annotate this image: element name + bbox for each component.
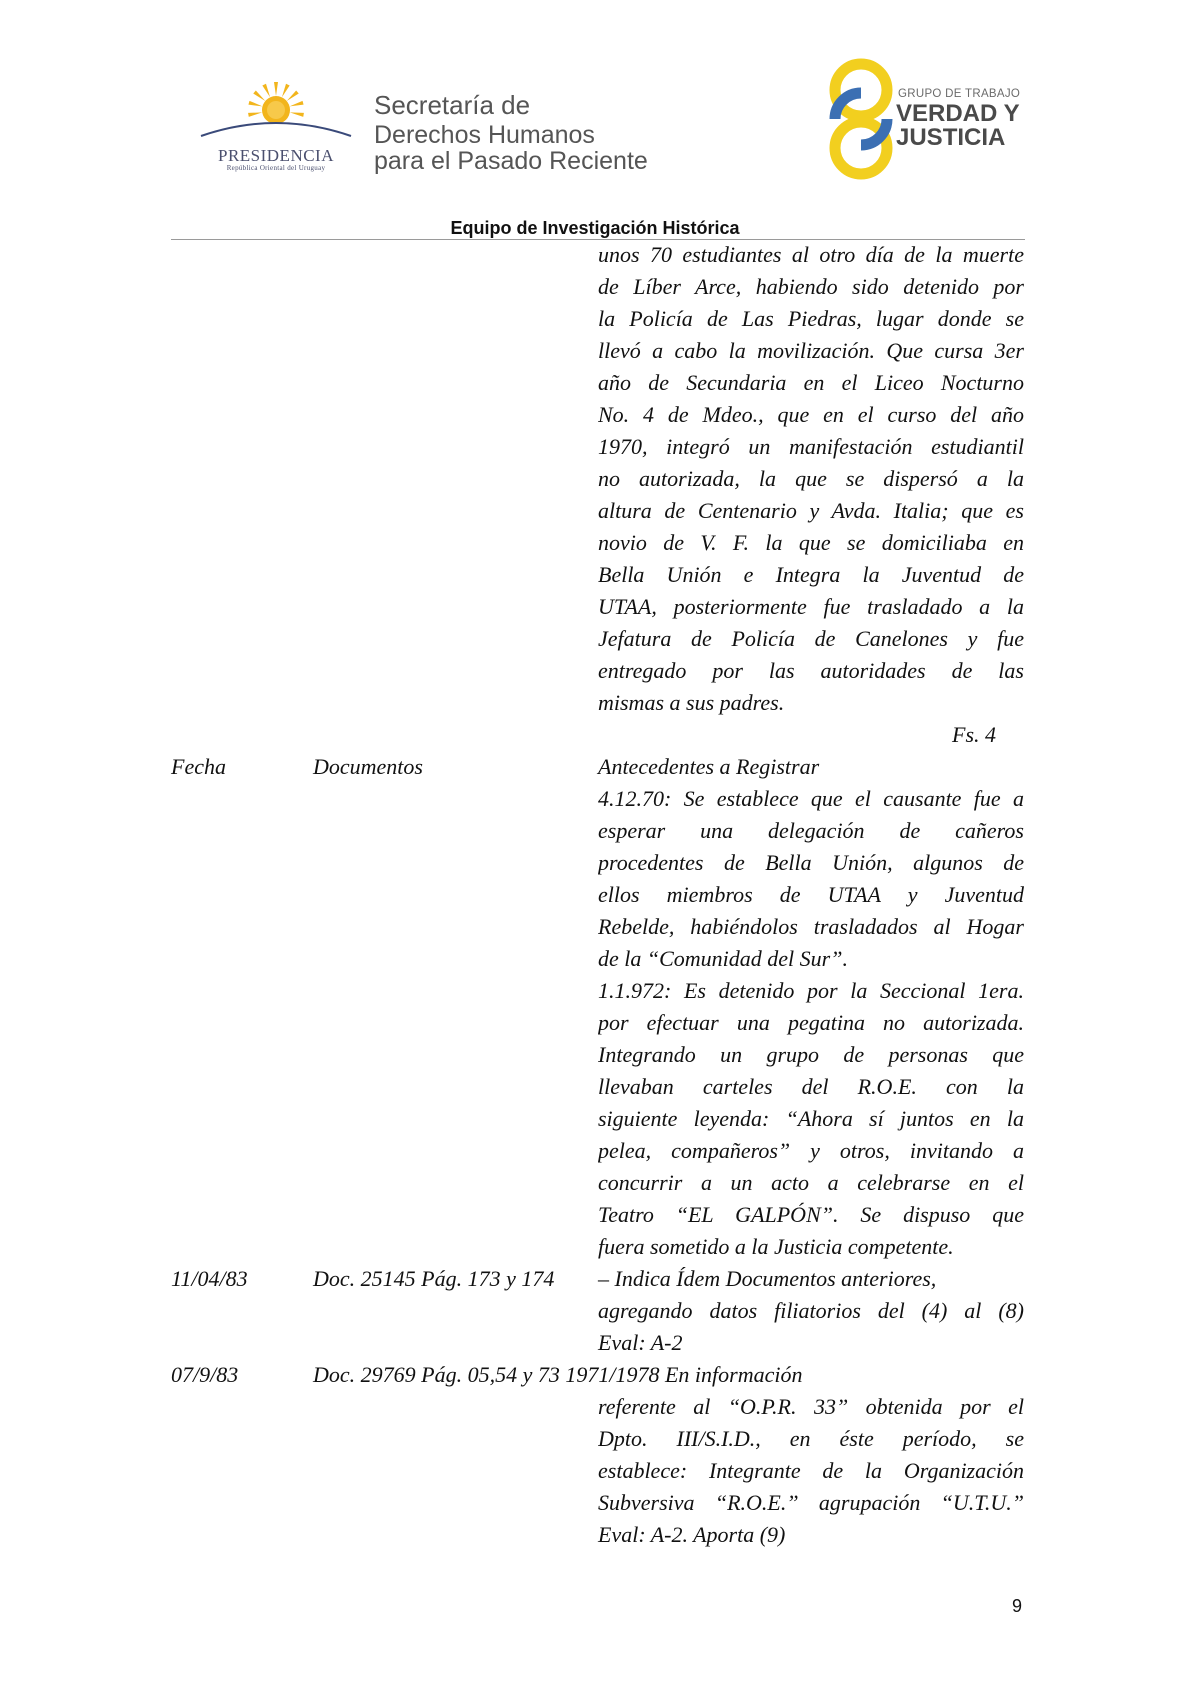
text-line: Eval: A-2. Aporta (9) bbox=[598, 1522, 786, 1547]
text-line: año de Secundaria en el Liceo Nocturno bbox=[598, 370, 1024, 395]
antecedentes-paragraph bbox=[598, 783, 1024, 1263]
text-line: concurrir a un acto a celebrarse en el bbox=[598, 1170, 1024, 1195]
grupo-trabajo-label: GRUPO DE TRABAJO bbox=[898, 88, 1021, 100]
folio-number: Fs. 4 bbox=[952, 722, 996, 747]
justicia-label: JUSTICIA bbox=[896, 124, 1006, 151]
text-line: procedentes de Bella Unión, algunos de bbox=[598, 850, 1024, 875]
header-fecha: Fecha bbox=[171, 754, 226, 779]
text-line: llevó a cabo la movilización. Que cursa 3er bbox=[598, 338, 1024, 363]
page-number: 9 bbox=[1012, 1596, 1023, 1616]
text-line: No. 4 de Mdeo., que en el curso del año bbox=[598, 402, 1024, 427]
verdad-justicia-rings-logo bbox=[823, 56, 899, 182]
entry1-text bbox=[598, 1263, 1024, 1359]
text-line: Jefatura de Policía de Canelones y fue bbox=[598, 626, 1024, 651]
text-line: no autorizada, la que se dispersó a la bbox=[598, 466, 1024, 491]
header-documentos: Documentos bbox=[313, 754, 423, 779]
text-line: ellos miembros de UTAA y Juventud bbox=[598, 882, 1024, 907]
presidencia-subtitle: República Oriental del Uruguay bbox=[226, 164, 326, 172]
entry1-documento: Doc. 25145 Pág. 173 y 174 bbox=[313, 1266, 555, 1291]
text-line: mismas a sus padres. bbox=[598, 690, 785, 715]
text-line: entregado por las autoridades de las bbox=[598, 658, 1024, 683]
text-line: esperar una delegación de cañeros bbox=[598, 818, 1024, 843]
text-line: Integrando un grupo de personas que bbox=[598, 1042, 1024, 1067]
text-line: 4.12.70: Se establece que el causante fue a bbox=[598, 786, 1024, 811]
text-line: fuera sometido a la Justicia competente. bbox=[598, 1234, 954, 1259]
text-line: Bella Unión e Integra la Juventud de bbox=[598, 562, 1024, 587]
text-line: Teatro “EL GALPÓN”. Se dispuso que bbox=[598, 1202, 1024, 1227]
text-line: llevaban carteles del R.O.E. con la bbox=[598, 1074, 1024, 1099]
header-antecedentes: Antecedentes a Registrar bbox=[598, 754, 820, 779]
text-line: referente al “O.P.R. 33” obtenida por el bbox=[598, 1394, 1024, 1419]
presidencia-label: PRESIDENCIA bbox=[217, 146, 334, 165]
text-line: establece: Integrante de la Organización bbox=[598, 1458, 1024, 1483]
text-line: – Indica Ídem Documentos anteriores, bbox=[598, 1266, 937, 1291]
text-line: Subversiva “R.O.E.” agrupación “U.T.U.” bbox=[598, 1490, 1024, 1515]
text-line: Rebelde, habiéndolos trasladados al Hogar bbox=[598, 914, 1024, 939]
entry2-text bbox=[598, 1391, 1024, 1551]
text-line: novio de V. F. la que se domiciliaba en bbox=[598, 530, 1024, 555]
text-line: de la “Comunidad del Sur”. bbox=[598, 946, 848, 971]
entry2-documento: Doc. 29769 Pág. 05,54 y 73 1971/1978 En información bbox=[313, 1362, 803, 1387]
text-line: Eval: A-2 bbox=[598, 1330, 683, 1355]
entry1-fecha: 11/04/83 bbox=[171, 1266, 248, 1291]
text-line: agregando datos filiatorios del (4) al (8) bbox=[598, 1298, 1024, 1323]
text-line: UTAA, posteriormente fue trasladado a la bbox=[598, 594, 1024, 619]
text-line: altura de Centenario y Avda. Italia; que es bbox=[598, 498, 1024, 523]
text-line: la Policía de Las Piedras, lugar donde se bbox=[598, 306, 1024, 331]
text-line: 1.1.972: Es detenido por la Seccional 1era. bbox=[598, 978, 1024, 1003]
continuation-paragraph bbox=[598, 239, 1024, 719]
text-line: Dpto. III/S.I.D., en éste período, se bbox=[598, 1426, 1024, 1451]
text-line: pelea, compañeros” y otros, invitando a bbox=[598, 1138, 1024, 1163]
text-line: por efectuar una pegatina no autorizada. bbox=[598, 1010, 1024, 1035]
text-line: 1970, integró un manifestación estudiantil bbox=[598, 434, 1024, 459]
text-line: de Líber Arce, habiendo sido detenido por bbox=[598, 274, 1024, 299]
secretaria-line3: para el Pasado Reciente bbox=[374, 147, 648, 175]
team-title: Equipo de Investigación Histórica bbox=[450, 218, 740, 238]
text-line: siguiente leyenda: “Ahora sí juntos en la bbox=[598, 1106, 1024, 1131]
verdad-label: VERDAD Y bbox=[896, 100, 1020, 127]
secretaria-line1: Secretaría de bbox=[374, 90, 531, 120]
secretaria-line2: Derechos Humanos bbox=[374, 121, 595, 149]
entry2-fecha: 07/9/83 bbox=[171, 1362, 239, 1387]
text-line: unos 70 estudiantes al otro día de la muerte bbox=[598, 242, 1024, 267]
